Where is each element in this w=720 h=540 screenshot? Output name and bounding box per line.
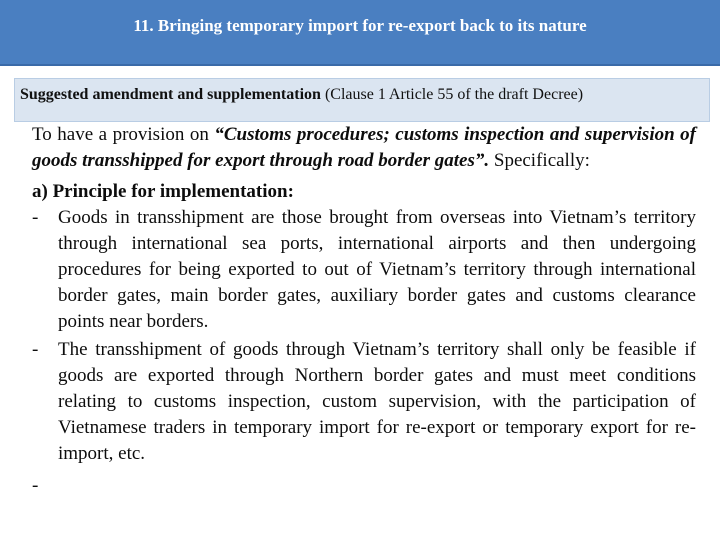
intro-suffix: Specifically: bbox=[489, 150, 590, 171]
bullet-text: The transshipment of goods through Vietnam’s territory shall only be feasible if goods are exported through Northern border gates and must meet conditions relating to customs inspection, custom supervision, with the participation of Vietnamese traders in temporary import for re-export or temporary export for re-import, etc. bbox=[58, 339, 696, 464]
subheader-bold-text: Suggested amendment and supplementation bbox=[20, 86, 321, 103]
slide-body bbox=[32, 122, 696, 499]
list-item bbox=[32, 473, 696, 499]
list-item bbox=[32, 205, 696, 335]
bullet-text: Goods in transshipment are those brought from overseas into Vietnam’s territory through international sea ports, international airports and then undergoing procedures for being exported to out of Vietnam’s territory through international border gates, main border gates, auxiliary border gates and customs clearance points near borders. bbox=[58, 207, 696, 332]
subheader-normal-text: (Clause 1 Article 55 of the draft Decree) bbox=[320, 86, 584, 103]
subheader-text bbox=[20, 85, 696, 105]
bullet-dash: - bbox=[32, 339, 39, 360]
bullet-dash: - bbox=[32, 207, 39, 228]
intro-paragraph bbox=[32, 122, 696, 174]
list-item bbox=[32, 337, 696, 467]
bullet-dash: - bbox=[32, 475, 39, 496]
bullet-text bbox=[58, 473, 696, 499]
slide-title: 11. Bringing temporary import for re-export back to its nature bbox=[133, 16, 587, 35]
section-heading: a) Principle for implementation: bbox=[32, 181, 294, 202]
intro-emphasis: “Customs procedures; customs inspection and supervision of goods transshipped for export through road border gates”. bbox=[32, 124, 696, 171]
intro-prefix: To have a provision on bbox=[32, 124, 215, 145]
